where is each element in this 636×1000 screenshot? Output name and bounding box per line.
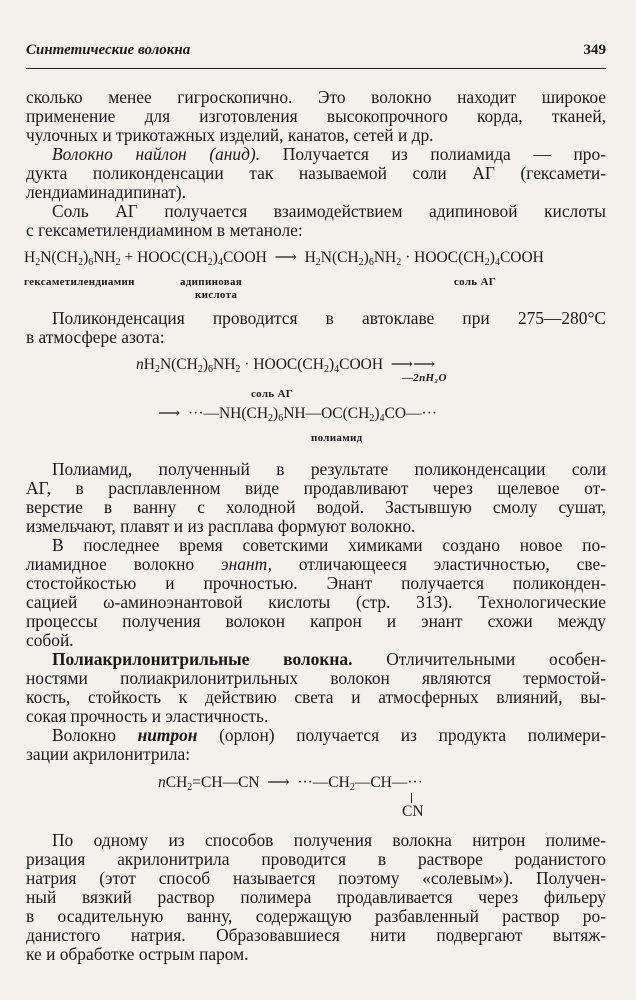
page-header — [26, 42, 606, 64]
text-line: применение для изготовления высокопрочного корда, тканей, — [26, 106, 606, 126]
paragraph-polyamide-processing — [26, 460, 606, 536]
equation-acrylonitrile-polymerization: nCH$_2$=CH—CN ⟶ $\cdot\cdot\cdot—CH_2—CH—\cdot\cdot\cdot$ — [158, 774, 423, 793]
text-line — [26, 650, 606, 669]
label-adipic-2: кислота — [195, 289, 238, 301]
side-group-cn: CN — [402, 803, 424, 820]
text-line: Полиамид, полученный в результате поликонденсации соли — [52, 459, 606, 479]
text-line: с гексаметилендиамином в метаноле: — [26, 220, 303, 240]
polyacrylonitrile-heading: Полиакрилонитрильные волокна. — [52, 649, 353, 669]
text-line: АГ, в расплавленном виде продавливают через щелевое от- — [26, 478, 606, 498]
nylon-heading: Волокно найлон (анид). — [52, 144, 261, 164]
vertical-bond — [411, 793, 412, 803]
text-line: дукта поликонденсации так называемой соли АГ (гексамети- — [26, 163, 606, 183]
text-span: Волокно — [52, 725, 116, 745]
paragraph-nitron — [26, 726, 606, 764]
text-line: данистого натрия. Образовавшиеся нити подвергают вытяж- — [26, 925, 606, 945]
text-span: Получается из полиамида — про- — [282, 144, 606, 164]
text-line — [26, 726, 606, 745]
text-line: Соль АГ получается взаимодействием адипиновой кислоты — [52, 201, 606, 221]
text-line — [26, 145, 606, 164]
equation-salt-formation: $H_2N(CH_2)_6NH_2$ + $HOOC(CH_2)_4COOH$ ⟶ $H_2N(CH_2)_6NH_2$ · $HOOC(CH_2)_4COOH$ — [24, 249, 544, 268]
text-line: ностями полиакрилонитрильных волокон являются термостой- — [26, 668, 606, 688]
text-span: (орлон) получается из продукта полимери- — [219, 725, 606, 745]
header-rule — [26, 68, 606, 69]
paragraph-polyacrylonitrile — [26, 650, 606, 726]
text-line: в атмосфере азота: — [26, 327, 165, 347]
nitron-term: нитрон — [137, 725, 198, 745]
text-line: лендиаминадипинат). — [26, 182, 186, 202]
paragraph-enant — [26, 536, 606, 650]
text-line: сокая прочность и эластичность. — [26, 706, 269, 726]
text-line: сколько менее гигроскопично. Это волокно находит широкое — [26, 87, 606, 107]
paragraph-polycondensation — [26, 309, 606, 347]
text-line: натрия (этот способ называется поэтому «солевым»). Получен- — [26, 868, 606, 888]
text-line: чулочных и трикотажных изделий, канатов, сетей и др. — [26, 125, 434, 145]
label-water-elimination: —2nH₂O — [402, 372, 447, 384]
paragraph-intro — [26, 88, 606, 145]
text-line: процессы получения волокон капрон и энант схожи между — [26, 611, 606, 631]
equation-polycondensation: $nH_2N(CH_2)_6NH_2$ · $HOOC(CH_2)_4COOH$ ⟶⟶ — [136, 356, 436, 375]
text-line: собой. — [26, 630, 74, 650]
text-line: По одному из способов получения волокна нитрон полиме- — [52, 830, 606, 850]
paragraph-salt-ag — [26, 202, 606, 240]
paragraph-nylon — [26, 145, 606, 202]
text-line: В последнее время советскими химиками создано новое по- — [52, 535, 606, 555]
equation-polyamide-chain: ⟶ $\cdot\cdot\cdot—NH(CH_2)_6NH—OC(CH_2)_4CO—\cdot\cdot\cdot$ — [158, 405, 438, 424]
label-hexamethylenediamine: гексаметилендиамин — [24, 276, 135, 288]
text-line — [26, 555, 606, 574]
text-line: в осадительную ванну, содержащую разбавленный раствор ро- — [26, 906, 606, 926]
text-span: Отличительными особен- — [386, 649, 606, 669]
text-line: ный вязкий раствор полимера продавливается через фильеру — [26, 887, 606, 907]
label-salt-ag: соль АГ — [454, 276, 497, 288]
label-adipic-1: адипиновая — [180, 276, 243, 288]
label-polyamide: полиамид — [311, 432, 363, 444]
running-title: Синтетические волокна — [26, 42, 191, 58]
text-line: кость, стойкость к действию света и атмосферных влияний, вы- — [26, 687, 606, 707]
text-line: верстие в ванну с холодной водой. Застывшую смолу сушат, — [26, 497, 606, 517]
enant-term: энант, — [220, 554, 272, 574]
paragraph-nitron-process — [26, 831, 606, 964]
text-span: отличающееся эластичностью, све- — [298, 554, 606, 574]
page-number: 349 — [583, 42, 606, 58]
reaction-arrow: ⟶⟶ — [390, 356, 436, 373]
text-line: зации акрилонитрила: — [26, 744, 191, 764]
label-salt-ag-2: соль АГ — [251, 388, 294, 400]
text-line: ке и обработке острым паром. — [26, 944, 249, 964]
text-line: сацией ω-аминоэнантовой кислоты (стр. 313). Технологические — [26, 592, 606, 612]
text-line: стостойкостью и прочностью. Энант получается поликонден- — [26, 573, 606, 593]
text-line: измельчают, плавят и из расплава формуют волокно. — [26, 516, 416, 536]
text-line: Поликонденсация проводится в автоклаве при 275—280°С — [52, 308, 606, 328]
text-span: лиамидное волокно — [26, 554, 195, 574]
text-line: ризация акрилонитрила проводится в растворе роданистого — [26, 849, 606, 869]
